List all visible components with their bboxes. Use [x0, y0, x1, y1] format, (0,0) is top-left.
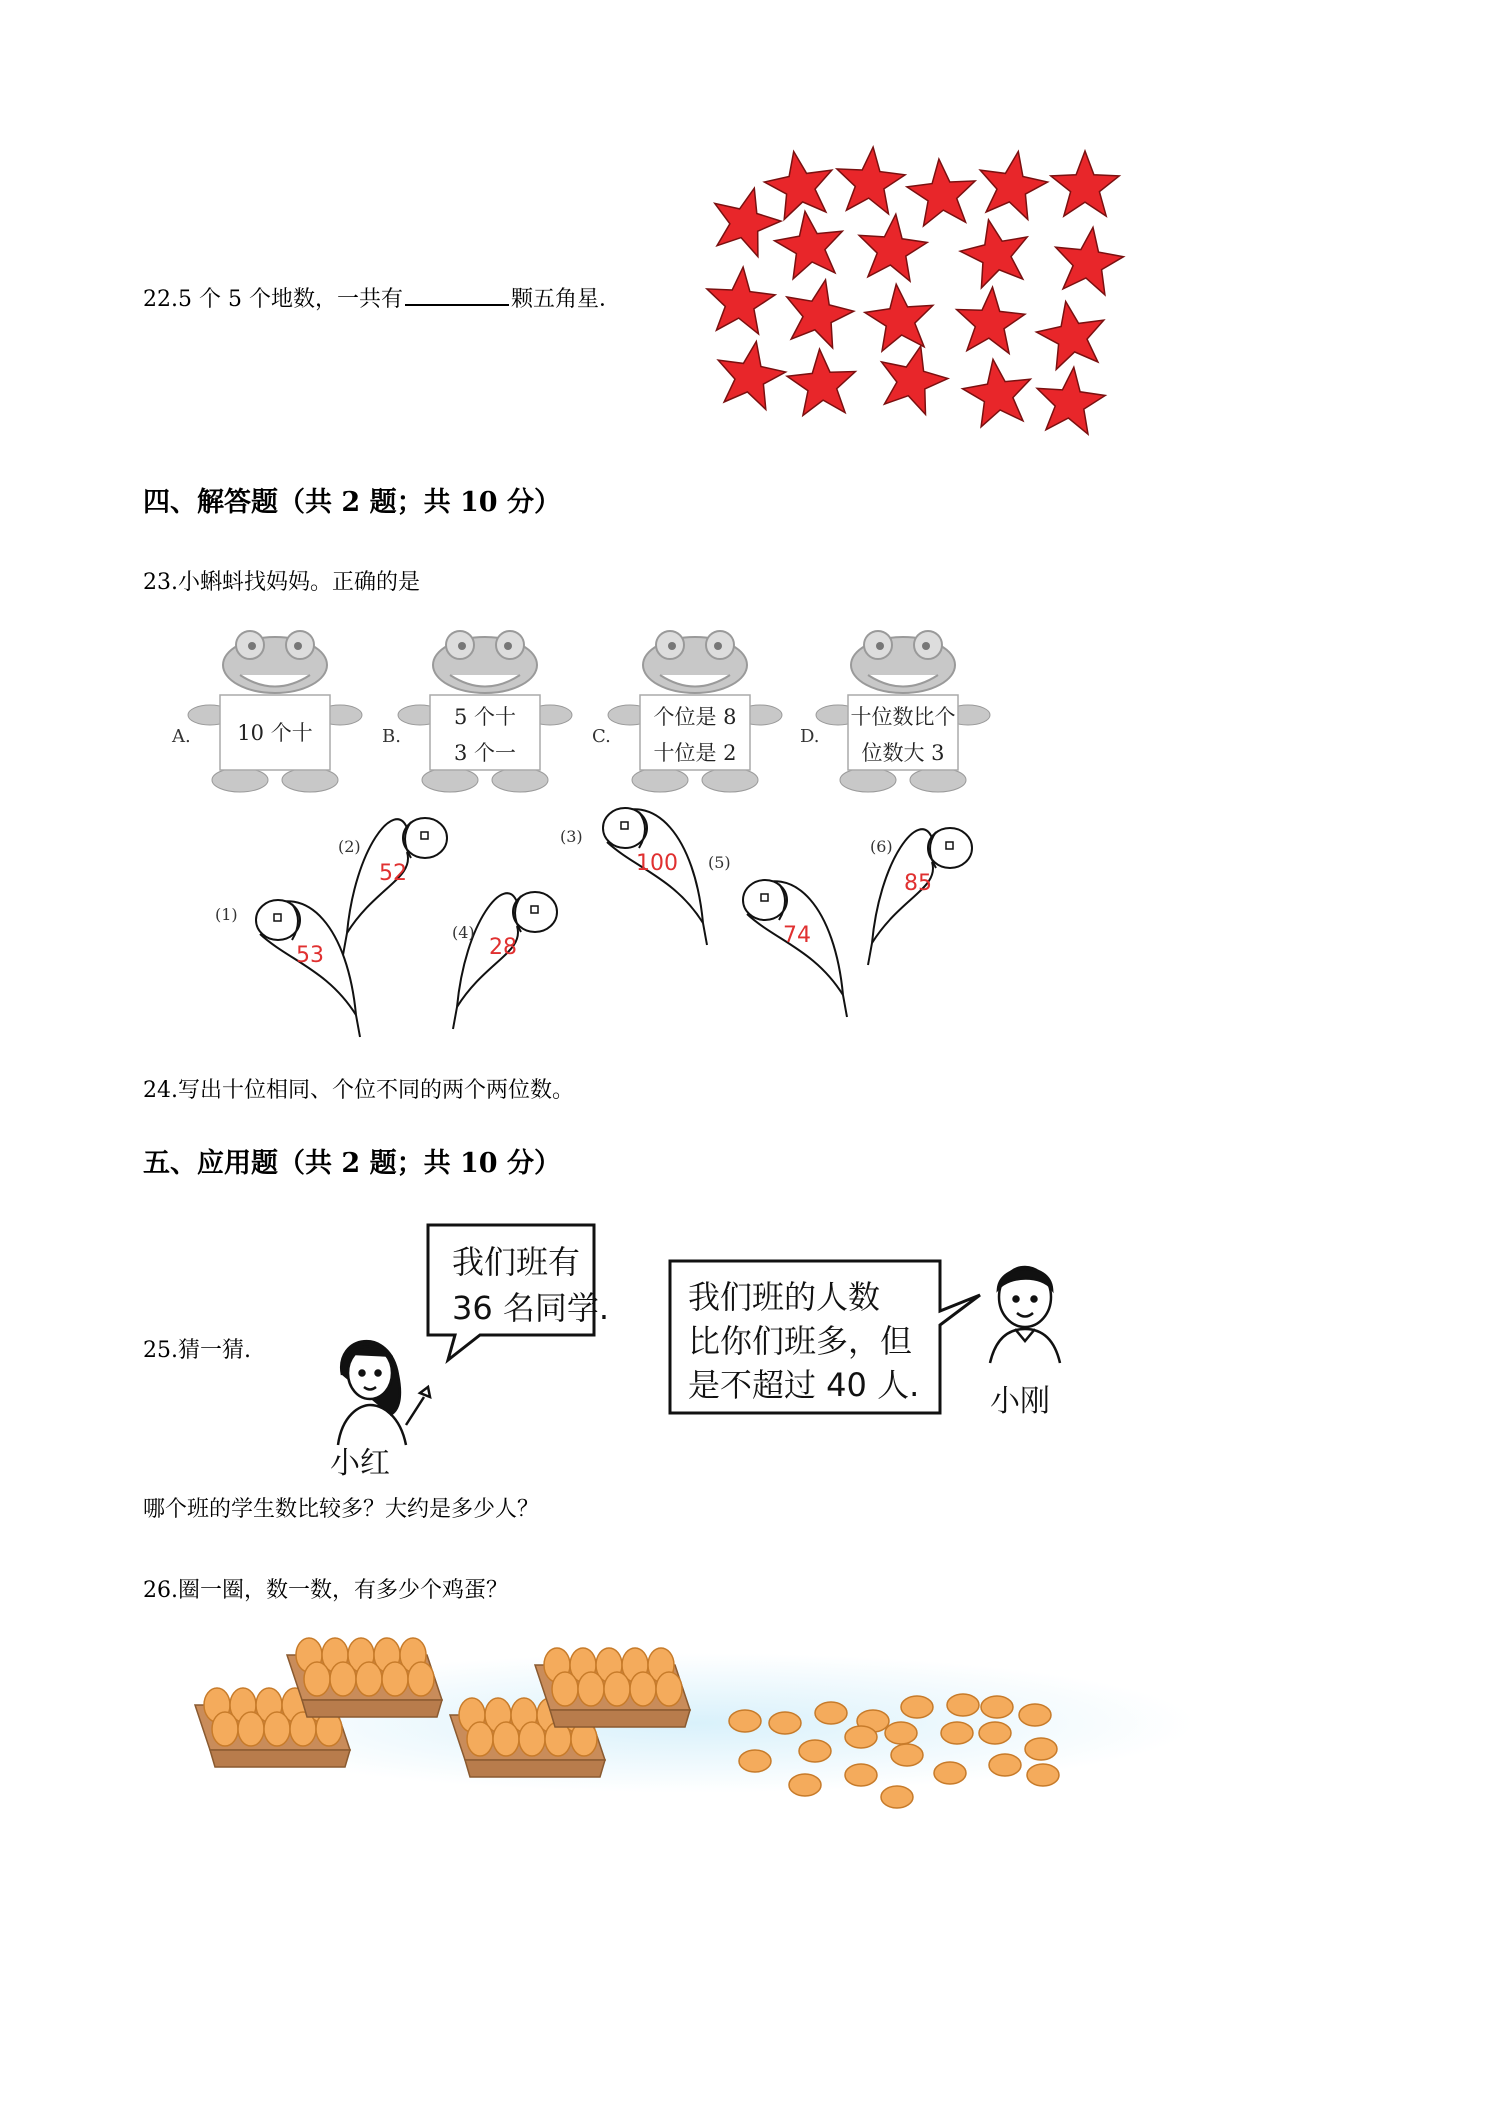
egg-icon [519, 1722, 545, 1756]
tadpole-label: (2) [338, 837, 361, 856]
egg-icon [1027, 1764, 1059, 1786]
tadpole-5 [708, 853, 847, 1017]
tadpole-6 [868, 828, 972, 965]
boy-illustration [990, 1267, 1060, 1363]
star-icon [1056, 227, 1124, 294]
egg-icon [330, 1662, 356, 1696]
star-icon [980, 152, 1047, 220]
egg-icon [238, 1712, 264, 1746]
egg-icon [630, 1672, 656, 1706]
egg-icon [934, 1762, 966, 1784]
frog-option-c [592, 631, 782, 792]
tadpole-number: 85 [904, 871, 932, 896]
girl-illustration [338, 1341, 430, 1445]
name-label-girl: 小红 [330, 1446, 390, 1481]
question-22-text: 22.5 个 5 个地数，一共有 [143, 287, 403, 312]
tadpole-figure [160, 620, 1020, 1040]
question-24: 24.写出十位相同、个位不同的两个两位数。 [143, 1078, 574, 1103]
section-4-heading: 四、解答题（共 2 题；共 10 分） [143, 487, 561, 518]
frog-sign-text: 位数大 3 [861, 741, 945, 765]
question-25-prompt: 哪个班的学生数比较多？大约是多少人？ [143, 1497, 540, 1522]
egg-icon [941, 1722, 973, 1744]
question-22 [143, 282, 621, 315]
star-icon [1036, 302, 1103, 370]
egg-icon [979, 1722, 1011, 1744]
frog-sign-text: 个位是 8 [653, 705, 737, 729]
question-26: 26.圈一圈，数一数，有多少个鸡蛋？ [143, 1578, 508, 1603]
dialogue-figure [320, 1225, 1100, 1485]
tadpole-label: (3) [560, 827, 583, 846]
tadpole-2 [338, 818, 447, 955]
egg-icon [881, 1786, 913, 1808]
egg-icon [264, 1712, 290, 1746]
star-icon [907, 159, 975, 226]
star-icon [787, 349, 855, 415]
egg-icon [769, 1712, 801, 1734]
egg-icon [1019, 1704, 1051, 1726]
bubble-boy-line-3: 是不超过 40 人. [688, 1366, 920, 1404]
egg-icon [901, 1696, 933, 1718]
egg-icon [891, 1744, 923, 1766]
egg-icon [947, 1694, 979, 1716]
bubble-girl-line-2: 36 名同学. [452, 1289, 610, 1327]
star-icon [1037, 367, 1105, 434]
tadpole-label: (1) [215, 905, 238, 924]
egg-icon [729, 1710, 761, 1732]
star-icon [775, 211, 843, 278]
star-icon [707, 267, 775, 334]
bubble-boy-line-2: 比你们班多，但 [688, 1322, 913, 1360]
star-icon [1051, 151, 1119, 216]
tadpole-label: (4) [452, 923, 475, 942]
tadpole-3 [560, 808, 707, 945]
tadpole-number: 53 [296, 943, 324, 968]
bubble-girl-line-1: 我们班有 [452, 1243, 581, 1281]
egg-icon [799, 1740, 831, 1762]
eggs-figure [195, 1625, 1195, 1810]
egg-icon [656, 1672, 682, 1706]
egg-icon [382, 1662, 408, 1696]
question-23: 23.小蝌蚪找妈妈。正确的是 [143, 570, 420, 595]
egg-icon [789, 1774, 821, 1796]
frog-sign-text: 10 个十 [237, 721, 313, 745]
star-icon [764, 152, 831, 220]
frog-sign-text: 十位是 2 [653, 741, 737, 765]
tadpole-label: (5) [708, 853, 731, 872]
egg-tray-2 [287, 1638, 442, 1717]
egg-icon [356, 1662, 382, 1696]
egg-tray-4 [535, 1648, 690, 1727]
star-icon [960, 220, 1027, 288]
star-icon [715, 188, 781, 256]
frog-option-label: A. [172, 726, 191, 747]
egg-icon [845, 1764, 877, 1786]
star-icon [859, 214, 927, 281]
egg-icon [815, 1702, 847, 1724]
tadpole-number: 28 [489, 935, 517, 960]
speech-bubble-girl [428, 1225, 609, 1360]
star-icon [865, 284, 933, 351]
star-icon [957, 287, 1025, 353]
egg-icon [1025, 1738, 1057, 1760]
egg-icon [467, 1722, 493, 1756]
egg-icon [845, 1726, 877, 1748]
section-5-heading: 五、应用题（共 2 题；共 10 分） [143, 1148, 561, 1179]
egg-icon [989, 1754, 1021, 1776]
tadpole-1 [215, 900, 360, 1037]
star-icon [787, 280, 854, 348]
name-label-boy: 小刚 [990, 1384, 1050, 1419]
egg-icon [981, 1696, 1013, 1718]
frog-sign-text: 5 个十 [453, 705, 517, 729]
egg-icon [885, 1722, 917, 1744]
frog-option-b [382, 631, 572, 792]
egg-icon [578, 1672, 604, 1706]
tadpole-number: 74 [783, 923, 811, 948]
egg-icon [212, 1712, 238, 1746]
egg-icon [739, 1750, 771, 1772]
egg-icon [493, 1722, 519, 1756]
star-icon [718, 342, 785, 410]
egg-icon [408, 1662, 434, 1696]
answer-blank[interactable] [405, 282, 509, 306]
egg-icon [552, 1672, 578, 1706]
egg-icon [604, 1672, 630, 1706]
question-25: 25.猜一猜. [143, 1338, 251, 1363]
tadpole-number: 100 [636, 851, 678, 876]
tadpole-number: 52 [379, 861, 407, 886]
speech-bubble-boy [670, 1261, 980, 1413]
star-icon [882, 346, 948, 414]
frog-sign-text: 3 个一 [453, 741, 517, 765]
frog-sign-text: 十位数比个 [850, 705, 956, 729]
frog-option-label: D. [800, 726, 820, 747]
tadpole-label: (6) [870, 837, 893, 856]
question-22-text-end: 颗五角星． [510, 287, 621, 312]
tadpole-4 [452, 892, 557, 1029]
frog-option-d [800, 631, 990, 792]
star-icon [963, 359, 1031, 426]
frog-option-label: C. [592, 726, 611, 747]
egg-icon [304, 1662, 330, 1696]
stars-figure [700, 145, 1140, 435]
bubble-boy-line-1: 我们班的人数 [688, 1278, 881, 1316]
frog-option-a [171, 631, 362, 792]
star-icon [837, 147, 905, 214]
frog-option-label: B. [382, 726, 401, 747]
